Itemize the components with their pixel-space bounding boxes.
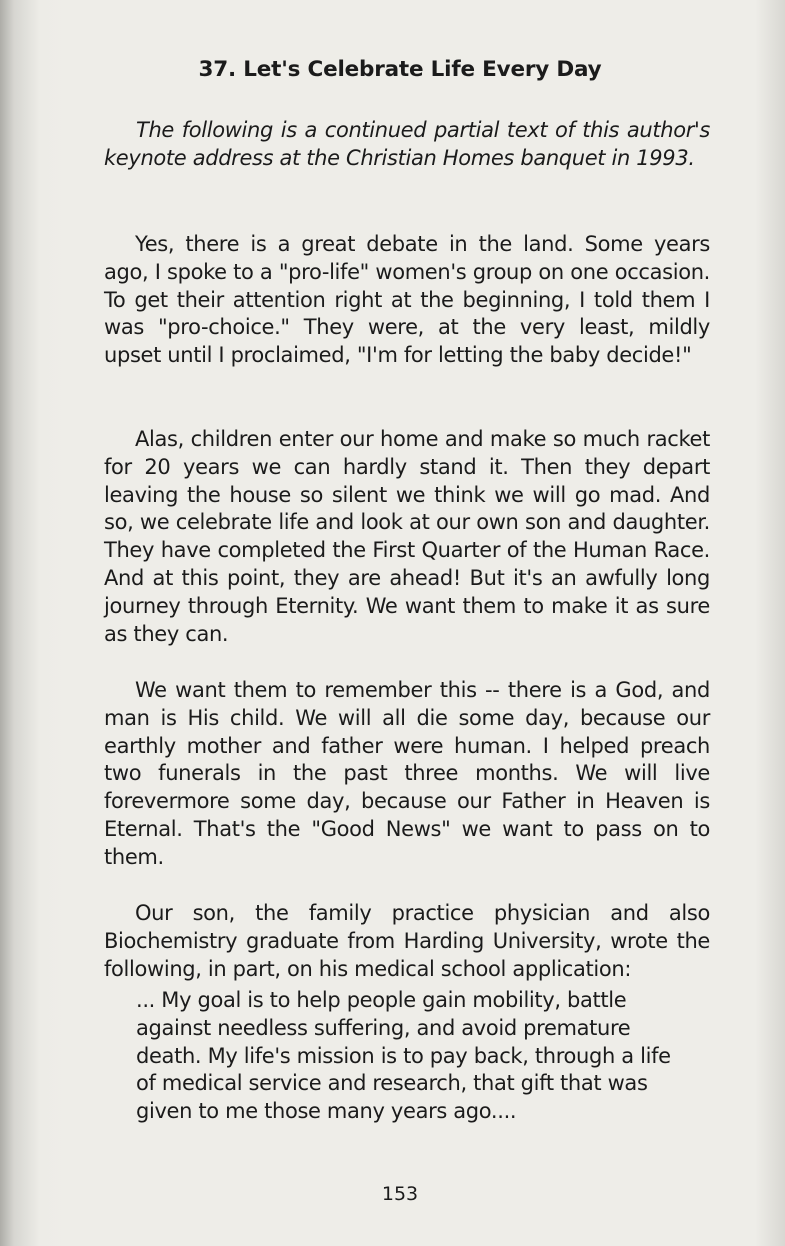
intro-paragraph: The following is a continued partial text of this author's keynote address at the Christian Homes banquet in 1993. [104, 118, 710, 170]
block-quote: ... My goal is to help people gain mobility, battle against needless suffering, and avoid premature death. My life's mission is to pay back, through a life of medical service and research, that gift that was given to me those many years ago.... [136, 988, 671, 1124]
body-paragraph: Our son, the family practice physician and also Biochemistry graduate from Harding University, wrote the following, in part, on his medical school application: [104, 901, 710, 981]
page-number: 153 [381, 1183, 419, 1205]
body-paragraph: Yes, there is a great debate in the land. Some years ago, I spoke to a "pro-life" women's group on one occasion. To get their attention right at the beginning, I told them I was "pro-choice." They were, at the very least, mildly upset until I proclaimed, "I'm for letting the baby decide!" [104, 232, 710, 368]
body-paragraph: We want them to remember this -- there is a God, and man is His child. We will all die some day, because our earthly mother and father were human. I helped preach two funerals in the past three months. We will live forevermore some day, because our Father in Heaven is Eternal. That's the "Good News" we want to pass on to them. [104, 678, 710, 869]
chapter-title: 37. Let's Celebrate Life Every Day [198, 57, 602, 82]
body-paragraph: Alas, children enter our home and make so much racket for 20 years we can hardly stand it. Then they depart leaving the house so silent we think we will go mad. And so, we celebrate life and look at our own son and daughter. They have completed the First Quarter of the Human Race. And at this point, they are ahead! But it's an awfully long journey through Eternity. We want them to make it as sure as they can. [104, 427, 710, 646]
